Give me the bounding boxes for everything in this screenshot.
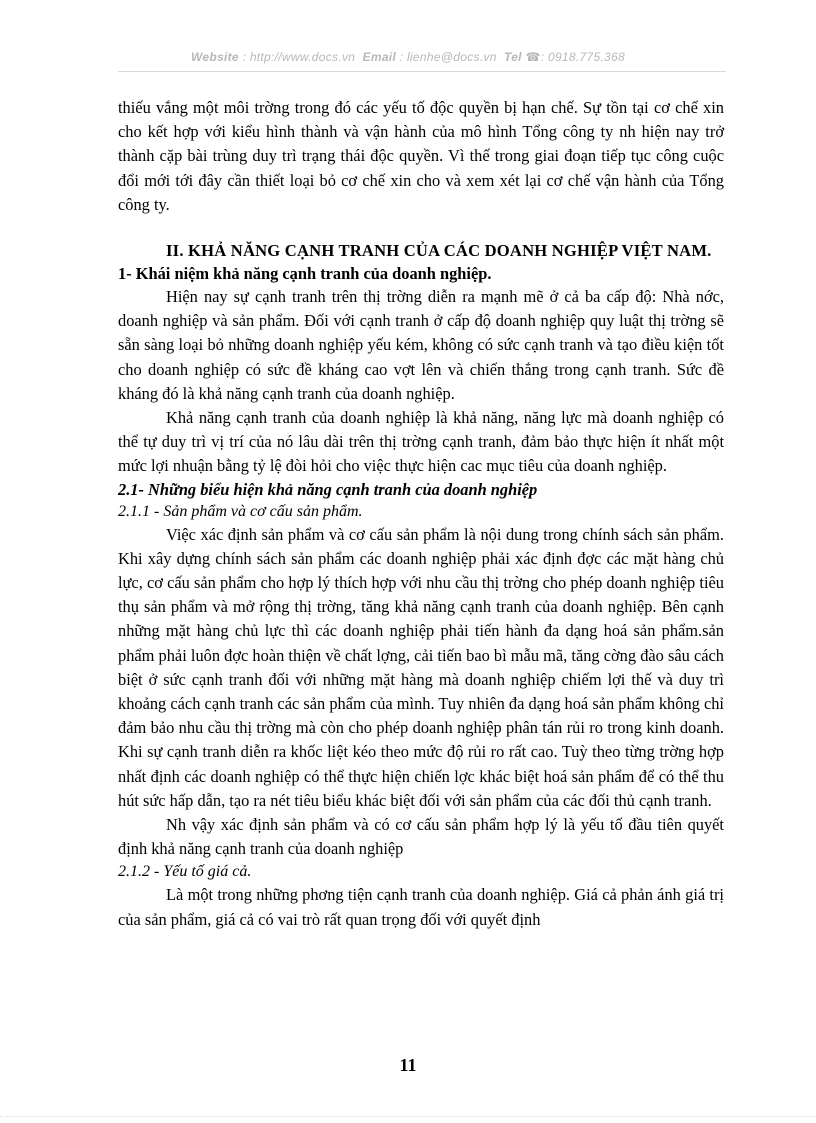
- section-heading-ii: II. KHẢ NĂNG CẠNH TRANH CỦA CÁC DOANH NGHIỆP VIỆT NAM.: [166, 241, 712, 261]
- tel-number: : 0918.775.368: [540, 50, 625, 64]
- document-body: [118, 96, 724, 932]
- paragraph-5: Nh vậy xác định sản phẩm và có cơ cấu sản phẩm hợp lý là yếu tố đầu tiên quyết định khả năng cạnh tranh của doanh nghiệp: [118, 815, 724, 859]
- footer-divider: [0, 1116, 816, 1117]
- subsection-heading-2-1-1: 2.1.1 - Sản phẩm và cơ cấu sản phẩm.: [118, 502, 363, 520]
- email-separator: :: [396, 50, 407, 64]
- website-url[interactable]: http://www.docs.vn: [249, 50, 356, 64]
- phone-icon: ☎: [525, 50, 541, 64]
- page-header: [0, 50, 816, 64]
- page-number: 11: [399, 1055, 417, 1075]
- email-label: Email: [362, 50, 397, 64]
- header-divider: [118, 71, 726, 72]
- tel-label: Tel: [504, 50, 522, 64]
- subsection-heading-2-1-2: 2.1.2 - Yếu tố giá cả.: [118, 863, 252, 881]
- paragraph-3: Khả năng cạnh tranh của doanh nghiệp là khả năng, năng lực mà doanh nghiệp có thể tự duy trì vị trí của nó lâu dài trên thị trờng cạnh tranh, đảm bảo thực hiện ít nhất một mức lợi nhuận bằng tỷ lệ đòi hỏi cho việc thực hiện cac mục tiêu của doanh nghiệp.: [118, 408, 724, 476]
- paragraph-2: Hiện nay sự cạnh tranh trên thị trờng diễn ra mạnh mẽ ở cả ba cấp độ: Nhà nớc, doanh nghiệp và sản phẩm. Đối với cạnh tranh ở cấp độ doanh nghiệp quy luật thị trờng sẽ sẵn sàng loại bỏ những doanh nghiệp yếu kém, không có sức cạnh tranh và tạo điều kiện tốt cho doanh nghiệp có sức đề kháng cao vợt lên và chiến thắng trong cạnh tranh. Sức đề kháng đó là khả năng cạnh tranh của doanh nghiệp.: [118, 287, 724, 403]
- paragraph-1: thiếu vắng một môi trờng trong đó các yếu tố độc quyền bị hạn chế. Sự tồn tại cơ chế xin cho kết hợp với kiểu hình thành và vận hành của mô hình Tổng công ty nh hiện nay trở thành cặp bài trùng duy trì trạng thái độc quyền. Vì thế trong giai đoạn tiếp tục công cuộc đổi mới tới đây cần thiết loại bỏ cơ chế xin cho và xem xét lại cơ chế vận hành của Tổng công ty.: [118, 98, 724, 214]
- paragraph-4: Việc xác định sản phẩm và cơ cấu sản phẩm là nội dung trong chính sách sản phẩm. Khi xây dựng chính sách sản phẩm các doanh nghiệp phải xác định đợc các mặt hàng chủ lực, cơ cấu sản phẩm cho hợp lý thích hợp với nhu cầu thị trờng cho phép doanh nghiệp tiêu thụ sản phẩm và mở rộng thị trờng, tăng khả năng cạnh tranh của doanh nghiệp. Bên cạnh những mặt hàng chủ lực thì các doanh nghiệp phải tiến hành đa dạng hoá sản phẩm.sản phẩm phải luôn đợc hoàn thiện về chất lợng, cải tiến bao bì mẫu mã, tăng cờng đào sâu cách biệt ở sức cạnh tranh đối với những mặt hàng mà doanh nghiệp chiếm lợi thế và duy trì khoảng cách cạnh tranh các sản phẩm của mình. Tuy nhiên đa dạng hoá sản phẩm không chỉ đảm bảo nhu cầu thị trờng mà còn cho phép doanh nghiệp phân tán rủi ro trong kinh doanh. Khi sự cạnh tranh diễn ra khốc liệt kéo theo mức độ rủi ro rất cao. Tuỳ theo từng trờng hợp nhất định các doanh nghiệp có thể thực hiện chiến lợc khác biệt hoá sản phẩm để có thể thu hút sức hấp dẫn, tạo ra nét tiêu biểu khác biệt đối với sản phẩm của các đối thủ cạnh tranh.: [118, 524, 724, 810]
- email-address[interactable]: lienhe@docs.vn: [406, 50, 497, 64]
- website-separator: :: [238, 50, 250, 64]
- website-label: Website: [191, 50, 239, 64]
- subsection-heading-1: 1- Khái niệm khả năng cạnh tranh của doanh nghiệp.: [118, 264, 492, 284]
- paragraph-6: Là một trong những phơng tiện cạnh tranh của doanh nghiệp. Giá cả phản ánh giá trị của sản phẩm, giá cả có vai trò rất quan trọng đối với quyết định: [118, 885, 724, 929]
- subsection-heading-2-1: 2.1- Những biểu hiện khả năng cạnh tranh của doanh nghiệp: [118, 479, 538, 499]
